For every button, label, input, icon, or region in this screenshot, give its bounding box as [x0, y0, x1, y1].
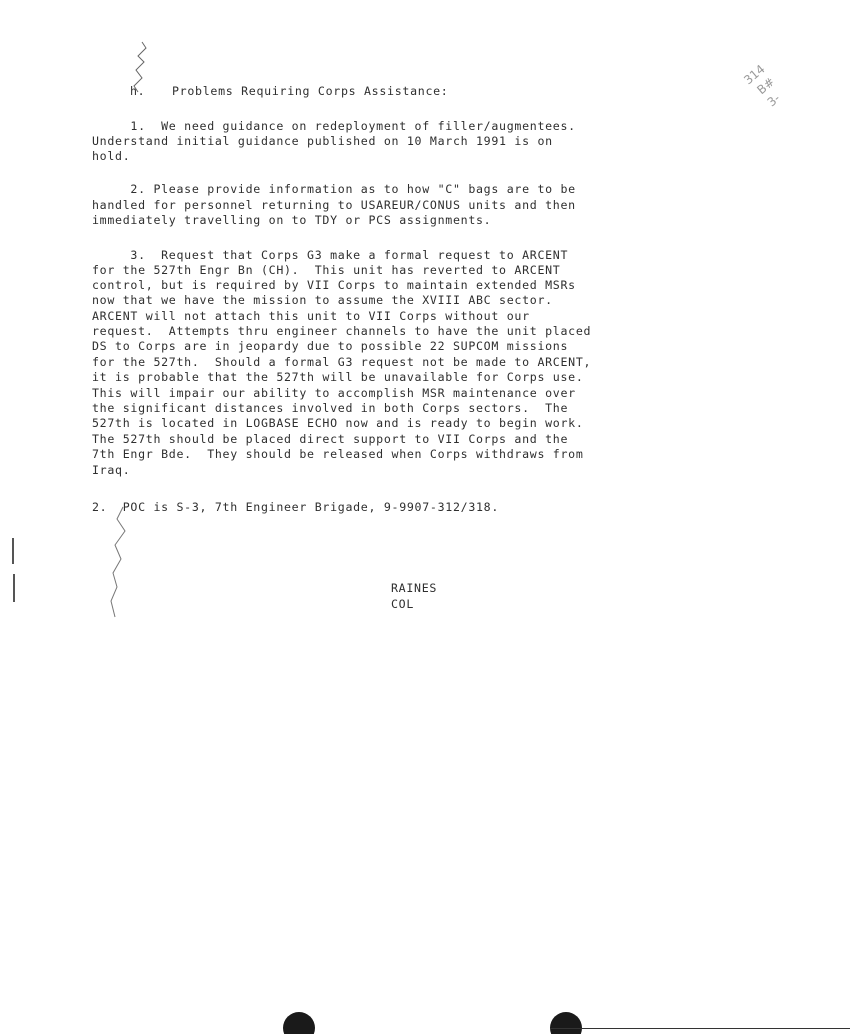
poc-line: 2. POC is S-3, 7th Engineer Brigade, 9-9907-312/318. [92, 500, 500, 514]
text-line: 2. Please provide information as to how "C" bags are to be [92, 182, 576, 196]
text-line: for the 527th Engr Bn (CH). This unit has reverted to ARCENT [92, 263, 561, 277]
handwritten-stamp: 314 B# 3- [741, 61, 784, 113]
text-line: Iraq. [92, 463, 131, 477]
text-line: for the 527th. Should a formal G3 request not be made to ARCENT, [92, 355, 592, 369]
text-line: The 527th should be placed direct support to VII Corps and the [92, 432, 569, 446]
text-line: the significant distances involved in both Corps sectors. The [92, 401, 569, 415]
text-line: 7th Engr Bde. They should be released when Corps withdraws from [92, 447, 584, 461]
section-title: Problems Requiring Corps Assistance: [172, 84, 449, 98]
text-line: DS to Corps are in jeopardy due to possible 22 SUPCOM missions [92, 339, 569, 353]
signature-rank: COL [391, 597, 415, 611]
signature-name: RAINES [391, 581, 438, 595]
text-line: now that we have the mission to assume the XVIII ABC sector. [92, 293, 553, 307]
bottom-rule [550, 1028, 850, 1029]
punch-hole [283, 1012, 315, 1034]
text-line: 1. We need guidance on redeployment of filler/augmentees. [92, 119, 576, 133]
margin-squiggle [95, 505, 135, 625]
punch-hole [550, 1012, 582, 1034]
text-line: 3. Request that Corps G3 make a formal request to ARCENT [92, 248, 569, 262]
text-line: hold. [92, 149, 131, 163]
text-line: This will impair our ability to accomplish MSR maintenance over [92, 386, 576, 400]
margin-mark [13, 574, 15, 602]
text-line: immediately travelling on to TDY or PCS assignments. [92, 213, 492, 227]
text-line: control, but is required by VII Corps to maintain extended MSRs [92, 278, 576, 292]
text-line: 527th is located in LOGBASE ECHO now and is ready to begin work. [92, 416, 584, 430]
text-line: ARCENT will not attach this unit to VII Corps without our [92, 309, 530, 323]
text-line: it is probable that the 527th will be unavailable for Corps use. [92, 370, 584, 384]
margin-mark [12, 538, 14, 564]
text-line: request. Attempts thru engineer channels to have the unit placed [92, 324, 592, 338]
margin-scribble [100, 40, 160, 110]
section-letter: h. [130, 84, 146, 98]
text-line: handled for personnel returning to USAREUR/CONUS units and then [92, 198, 576, 212]
text-line: Understand initial guidance published on 10 March 1991 is on [92, 134, 553, 148]
